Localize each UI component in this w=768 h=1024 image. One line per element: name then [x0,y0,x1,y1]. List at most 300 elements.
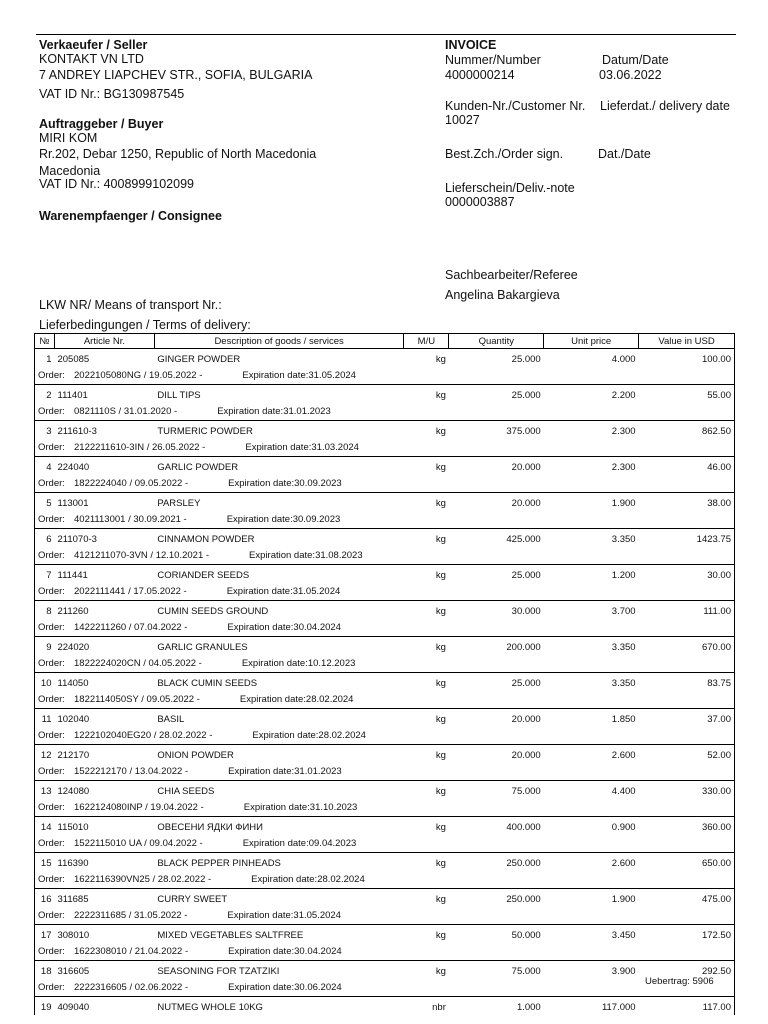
table-row-order-info [35,979,735,997]
measure-unit: kg [435,389,446,401]
expiration-label: Expiration date: [242,837,309,849]
table-row [35,889,735,908]
expiration-date: 28.02.2024 [318,729,366,741]
expiration-label: Expiration date: [228,945,295,957]
measure-unit: kg [435,749,446,761]
item-description: SEASONING FOR TZATZIKI [157,965,280,977]
expiration-date: 30.04.2024 [293,621,341,633]
order-info [35,655,449,673]
line-value: 55.00 [639,385,735,404]
table-row-order-info [35,835,735,853]
order-info-spacer [449,691,735,709]
order-reference: 1522212170 / 13.04.2022 - [74,765,189,777]
row-number: 6 [35,529,55,548]
order-label: Order: [38,585,65,597]
order-reference: 2022105080NG / 19.05.2022 - [74,369,203,381]
expiration-date: 31.08.2023 [315,549,363,561]
expiration-date: 30.09.2023 [292,513,341,525]
table-row [35,817,735,836]
line-value: 475.00 [639,889,735,908]
row-number: 7 [35,565,55,584]
order-label: Order: [38,369,65,381]
measure-unit: kg [435,821,446,833]
line-value: 172.50 [639,925,735,944]
measure-unit: nbr [432,1001,446,1013]
measure-unit: kg [435,461,446,473]
line-value: 100.00 [639,349,735,368]
table-row-order-info [35,727,735,745]
order-reference: 1822224020CN / 04.05.2022 - [74,657,202,669]
expiration-label: Expiration date: [239,693,306,705]
table-row [35,745,735,764]
order-reference: 0821110S / 31.01.2020 - [74,405,178,417]
order-info-spacer [449,907,735,925]
col-header-quantity: Quantity [449,334,544,349]
unit-price: 4.400 [611,785,636,797]
item-description: CHIA SEEDS [157,785,215,797]
quantity: 25.000 [511,353,541,365]
order-label: Order: [38,549,65,561]
order-label: Order: [38,981,65,993]
measure-unit: kg [435,677,446,689]
expiration-label: Expiration date: [228,477,295,489]
col-header-article: Article Nr. [54,334,154,349]
unit-price: 1.850 [611,713,636,725]
table-row-order-info [35,655,735,673]
unit-price: 1.900 [611,893,636,905]
order-label: Order: [38,945,65,957]
order-info-spacer [449,475,735,493]
row-number: 12 [35,745,55,764]
order-info [35,403,449,421]
unit-price: 3.350 [611,533,636,545]
line-value: 670.00 [639,637,735,656]
order-reference: 1822114050SY / 09.05.2022 - [74,693,200,705]
expiration-info [249,550,363,561]
row-number: 15 [35,853,55,872]
expiration-info [228,982,342,993]
table-row-order-info [35,907,735,925]
unit-price: 2.200 [611,389,636,401]
unit-price: 3.700 [611,605,636,617]
order-date-label: Dat./Date [598,147,651,161]
article-number: 116390 [57,857,89,869]
order-reference: 4021113001 / 30.09.2021 - [74,513,187,525]
measure-unit: kg [435,641,446,653]
item-description: GINGER POWDER [157,353,241,365]
unit-price: 3.900 [611,965,636,977]
order-reference: 1522115010 UA / 09.04.2022 - [74,837,203,849]
table-row [35,601,735,620]
expiration-info [245,442,359,453]
order-reference: 1622308010 / 21.04.2022 - [74,945,189,957]
table-header-row [35,334,735,349]
order-info-spacer [449,583,735,601]
expiration-info [242,370,356,381]
unit-price: 117.000 [601,1001,636,1013]
order-info [35,799,449,817]
order-label: Order: [38,909,65,921]
measure-unit: kg [435,605,446,617]
expiration-info [243,838,357,849]
expiration-date: 30.09.2023 [294,477,342,489]
measure-unit: kg [435,965,446,977]
row-number: 16 [35,889,55,908]
article-number: 311685 [57,893,89,905]
item-description: CINNAMON POWDER [157,533,255,545]
terms-label: Lieferbedingungen / Terms of delivery: [39,318,251,332]
quantity: 20.000 [511,497,541,509]
expiration-info [251,874,365,885]
table-row-order-info [35,943,735,961]
article-number: 224040 [57,461,90,473]
quantity: 75.000 [511,965,541,977]
order-info [35,619,449,637]
expiration-date: 31.01.2023 [294,765,342,777]
order-label: Order: [38,873,65,885]
line-value: 111.00 [639,601,735,620]
article-number: 115010 [57,821,89,833]
measure-unit: kg [435,857,446,869]
order-info-spacer [449,943,735,961]
expiration-info [227,910,341,921]
order-label: Order: [38,477,65,489]
table-row-order-info [35,619,735,637]
quantity: 425.000 [506,533,541,545]
table-row [35,349,735,368]
quantity: 30.000 [511,605,541,617]
order-info [35,367,449,385]
table-row [35,385,735,404]
order-info-spacer [449,835,735,853]
quantity: 250.000 [506,893,541,905]
expiration-label: Expiration date: [226,585,293,597]
order-reference: 2122211610-3IN / 26.05.2022 - [74,441,206,453]
expiration-info [228,766,342,777]
order-info-spacer [449,367,735,385]
item-description: ONION POWDER [157,749,234,761]
carry-over-total: Uebertrag: 5906 [645,976,714,987]
invoice-number: 4000000214 [445,68,515,82]
order-info [35,511,449,529]
article-number: 316605 [57,965,90,977]
line-value: 1423.75 [639,529,735,548]
row-number: 10 [35,673,55,692]
table-row-order-info [35,763,735,781]
order-label: Order: [38,441,65,453]
article-number: 102040 [57,713,90,725]
article-number: 111441 [57,569,88,581]
quantity: 400.000 [506,821,541,833]
expiration-label: Expiration date: [252,729,319,741]
item-description: BLACK PEPPER PINHEADS [157,857,281,869]
order-info-spacer [449,619,735,637]
measure-unit: kg [435,785,446,797]
order-info [35,547,449,565]
line-value: 52.00 [639,745,735,764]
order-info-spacer [449,763,735,781]
order-info [35,439,449,457]
table-row-order-info [35,439,735,457]
unit-price: 2.600 [611,857,636,869]
item-description: NUTMEG WHOLE 10KG [157,1001,263,1013]
seller-heading: Verkaeufer / Seller [39,38,148,52]
item-description: CUMIN SEEDS GROUND [157,605,269,617]
unit-price: 1.900 [611,497,636,509]
row-number: 17 [35,925,55,944]
header-divider [36,34,736,35]
row-number: 13 [35,781,55,800]
order-info [35,727,449,745]
article-number: 124080 [57,785,90,797]
item-description: GARLIC GRANULES [157,641,248,653]
expiration-date: 09.04.2023 [308,837,357,849]
line-value: 292.50 [639,961,735,980]
expiration-date: 31.05.2024 [308,369,356,381]
expiration-label: Expiration date: [251,873,318,885]
table-row-order-info [35,475,735,493]
row-number: 9 [35,637,55,656]
order-info [35,475,449,493]
order-info [35,871,449,889]
article-number: 211070-3 [57,533,97,545]
item-description: PARSLEY [157,497,201,509]
quantity: 250.000 [506,857,541,869]
expiration-date: 31.03.2024 [311,441,359,453]
invoice-title: INVOICE [445,38,497,52]
order-info [35,835,449,853]
order-reference: 1622124080INP / 19.04.2022 - [74,801,204,813]
unit-price: 3.350 [611,677,636,689]
table-row [35,565,735,584]
table-row [35,853,735,872]
table-row [35,925,735,944]
item-description: BASIL [157,713,185,725]
order-reference: 2222311685 / 31.05.2022 - [74,909,188,921]
row-number: 2 [35,385,55,404]
order-label: Order: [38,801,65,813]
article-number: 114050 [57,677,89,689]
expiration-info [227,622,341,633]
table-row-order-info [35,403,735,421]
customer-number-label: Kunden-Nr./Customer Nr. [445,99,586,113]
expiration-date: 31.10.2023 [309,801,358,813]
order-info-spacer [449,511,735,529]
table-row [35,781,735,800]
buyer-address-line2: Macedonia [39,164,101,178]
expiration-label: Expiration date: [226,513,293,525]
expiration-info [244,802,358,813]
consignee-heading: Warenempfaenger / Consignee [39,209,222,223]
item-description: CORIANDER SEEDS [157,569,250,581]
row-number: 5 [35,493,55,512]
unit-price: 0.900 [611,821,636,833]
row-number: 18 [35,961,55,980]
order-info [35,907,449,925]
article-number: 205085 [57,353,90,365]
table-row-order-info [35,691,735,709]
article-number: 308010 [57,929,90,941]
unit-price: 1.200 [611,569,636,581]
expiration-date: 31.01.2023 [283,405,331,417]
quantity: 375.000 [506,425,541,437]
order-reference: 2222316605 / 02.06.2022 - [74,981,189,993]
measure-unit: kg [435,569,446,581]
table-row [35,997,735,1016]
order-info [35,979,449,997]
expiration-info [227,514,341,525]
measure-unit: kg [435,425,446,437]
buyer-heading: Auftraggeber / Buyer [39,117,164,131]
referee-name: Angelina Bakargieva [445,288,560,302]
order-label: Order: [38,621,65,633]
expiration-label: Expiration date: [228,981,295,993]
order-reference: 1622116390VN25 / 28.02.2022 - [74,873,212,885]
items-table [34,333,735,1015]
col-header-no: № [35,334,55,349]
order-label: Order: [38,693,65,705]
order-label: Order: [38,657,65,669]
order-info-spacer [449,655,735,673]
item-description: ОВЕСЕНИ ЯДКИ ФИНИ [157,821,263,833]
line-value: 360.00 [639,817,735,836]
invoice-date-label: Datum/Date [602,53,669,67]
table-row [35,961,735,980]
order-reference: 1222102040EG20 / 28.02.2022 - [74,729,213,741]
order-info [35,691,449,709]
order-label: Order: [38,765,65,777]
table-row-order-info [35,871,735,889]
expiration-label: Expiration date: [227,909,294,921]
article-number: 212170 [57,749,90,761]
quantity: 25.000 [511,569,541,581]
article-number: 409040 [57,1001,90,1013]
order-reference: 1822224040 / 09.05.2022 - [74,477,189,489]
expiration-date: 28.02.2024 [305,693,354,705]
order-label: Order: [38,837,65,849]
quantity: 25.000 [511,389,541,401]
order-label: Order: [38,729,65,741]
quantity: 1.000 [516,1001,541,1013]
order-info-spacer [449,799,735,817]
quantity: 25.000 [511,677,541,689]
buyer-name: MIRI KOM [39,131,98,145]
order-info-spacer [449,403,735,421]
row-number: 4 [35,457,55,476]
order-sign-label: Best.Zch./Order sign. [445,147,564,161]
article-number: 211260 [57,605,89,617]
unit-price: 2.600 [611,749,636,761]
line-value: 46.00 [639,457,735,476]
line-value: 862.50 [639,421,735,440]
expiration-info [252,730,366,741]
expiration-info [228,946,342,957]
row-number: 19 [35,997,55,1016]
order-reference: 4121211070-3VN / 12.10.2021 - [74,549,210,561]
expiration-info [242,658,356,669]
col-header-unit-price: Unit price [544,334,639,349]
item-description: GARLIC POWDER [157,461,239,473]
buyer-vat: VAT ID Nr.: 4008999102099 [39,177,194,191]
expiration-info [228,478,342,489]
order-label: Order: [38,513,65,525]
expiration-label: Expiration date: [242,369,309,381]
order-info [35,763,449,781]
item-description: BLACK CUMIN SEEDS [157,677,258,689]
measure-unit: kg [435,893,446,905]
order-info-spacer [449,439,735,457]
expiration-date: 31.05.2024 [293,909,341,921]
unit-price: 4.000 [611,353,636,365]
seller-address: 7 ANDREY LIAPCHEV STR., SOFIA, BULGARIA [39,68,313,82]
line-value: 37.00 [639,709,735,728]
expiration-label: Expiration date: [245,441,312,453]
table-row-order-info [35,547,735,565]
expiration-date: 28.02.2024 [317,873,365,885]
expiration-info [227,586,341,597]
measure-unit: kg [435,497,446,509]
article-number: 224020 [57,641,90,653]
measure-unit: kg [435,353,446,365]
col-header-mu: M/U [404,334,449,349]
expiration-date: 30.06.2024 [294,981,342,993]
item-description: CURRY SWEET [157,893,228,905]
order-info [35,583,449,601]
quantity: 20.000 [511,749,541,761]
item-description: DILL TIPS [157,389,201,401]
order-info-spacer [449,547,735,565]
expiration-date: 30.04.2024 [294,945,342,957]
order-reference: 2022111441 / 17.05.2022 - [74,585,187,597]
table-row [35,529,735,548]
row-number: 3 [35,421,55,440]
quantity: 200.000 [506,641,541,653]
table-row [35,637,735,656]
expiration-info [217,406,331,417]
invoice-date: 03.06.2022 [599,68,662,82]
unit-price: 2.300 [611,425,636,437]
unit-price: 2.300 [611,461,636,473]
order-reference: 1422211260 / 07.04.2022 - [74,621,188,633]
quantity: 50.000 [511,929,541,941]
article-number: 111401 [57,389,88,401]
table-row [35,493,735,512]
col-header-description: Description of goods / services [154,334,404,349]
measure-unit: kg [435,713,446,725]
quantity: 20.000 [511,713,541,725]
expiration-date: 31.05.2024 [292,585,341,597]
line-value: 650.00 [639,853,735,872]
order-info-spacer [449,871,735,889]
order-info [35,943,449,961]
expiration-label: Expiration date: [217,405,284,417]
delivery-note-number: 0000003887 [445,195,515,209]
article-number: 113001 [57,497,89,509]
line-value: 83.75 [639,673,735,692]
seller-vat: VAT ID Nr.: BG130987545 [39,87,185,101]
unit-price: 3.350 [611,641,636,653]
buyer-address-line1: Rr.202, Debar 1250, Republic of North Macedonia [39,147,317,161]
item-description: MIXED VEGETABLES SALTFREE [157,929,304,941]
table-row [35,709,735,728]
article-number: 211610-3 [57,425,97,437]
table-row [35,457,735,476]
table-row [35,421,735,440]
expiration-label: Expiration date: [243,801,310,813]
row-number: 14 [35,817,55,836]
expiration-info [240,694,354,705]
table-row [35,673,735,692]
